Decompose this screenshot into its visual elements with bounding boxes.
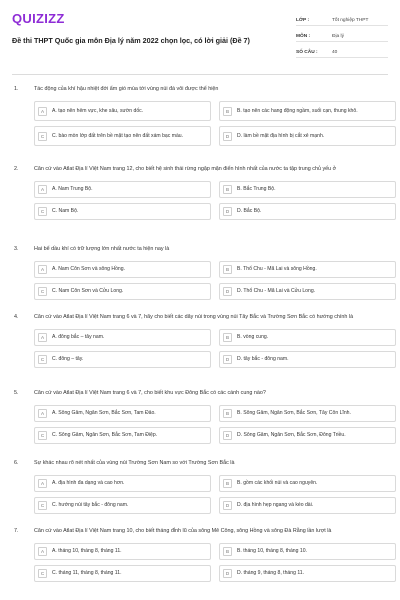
question-2 bbox=[12, 165, 388, 245]
question-stem bbox=[12, 245, 388, 253]
question-stem bbox=[12, 85, 388, 93]
question-list bbox=[12, 85, 388, 582]
option-c[interactable] bbox=[34, 283, 211, 300]
option-a[interactable] bbox=[34, 543, 211, 560]
exam-title: Đề thi THPT Quốc gia môn Địa lý năm 2022 chọn lọc, có lời giải (Đề 7) bbox=[12, 36, 250, 45]
question-number: 7. bbox=[14, 528, 19, 534]
answer-options bbox=[34, 329, 388, 368]
meta-label: LỚP : bbox=[296, 17, 310, 23]
option-c[interactable] bbox=[34, 126, 211, 146]
question-text: Căn cứ vào Atlat Địa lí Việt Nam trang 12, cho biết hệ sinh thái rừng ngập mặn điển hình nhất của nước ta tập trung chủ yếu ở bbox=[34, 166, 337, 172]
question-number: 5. bbox=[14, 390, 19, 396]
option-text: B. tháng 10, tháng 8, tháng 10. bbox=[237, 548, 307, 554]
answer-options bbox=[34, 101, 388, 146]
option-text: C. Nam Côn Sơn và Cửu Long. bbox=[52, 288, 124, 294]
option-text: B. tạo nên các hang động ngầm, suối cạn, thung khô. bbox=[237, 107, 358, 114]
meta-value: Địa lý bbox=[332, 33, 344, 39]
question-number: 6. bbox=[14, 460, 19, 466]
option-text: B. Thổ Chu - Mã Lai và sông Hồng. bbox=[237, 266, 317, 272]
question-number: 3. bbox=[14, 246, 19, 252]
option-letter-badge: B bbox=[223, 185, 232, 194]
option-letter-badge: B bbox=[223, 547, 232, 556]
option-text: A. đông bắc – tây nam. bbox=[52, 334, 105, 340]
question-7 bbox=[12, 527, 388, 582]
option-letter-badge: D bbox=[223, 132, 232, 141]
option-text: D. Thổ Chu - Mã Lai và Cửu Long. bbox=[237, 288, 316, 294]
option-letter-badge: D bbox=[223, 431, 232, 440]
option-a[interactable] bbox=[34, 475, 211, 492]
option-text: C. bào mòn lớp đất trên bề mặt tạo nên đất xám bạc màu. bbox=[52, 132, 184, 139]
question-1 bbox=[12, 85, 388, 157]
option-text: C. Nam Bộ. bbox=[52, 208, 79, 214]
option-letter-badge: C bbox=[38, 132, 47, 141]
question-text: Căn cứ vào Atlat Địa lí Việt Nam trang 6 và 7, hãy cho biết các dãy núi trong vùng núi Tây Bắc và Trường Sơn Bắc có hướng chính là bbox=[34, 314, 354, 320]
option-b[interactable] bbox=[219, 181, 396, 198]
answer-options bbox=[34, 181, 388, 220]
option-text: D. Sông Gâm, Ngân Sơn, Bắc Sơn, Đông Triều. bbox=[237, 432, 346, 438]
option-letter-badge: B bbox=[223, 409, 232, 418]
question-stem bbox=[12, 527, 388, 535]
question-4 bbox=[12, 313, 388, 389]
option-a[interactable] bbox=[34, 405, 211, 422]
option-letter-badge: A bbox=[38, 185, 47, 194]
option-text: D. tháng 9, tháng 8, tháng 11. bbox=[237, 570, 305, 576]
header-left bbox=[12, 12, 284, 45]
option-b[interactable] bbox=[219, 475, 396, 492]
option-d[interactable] bbox=[219, 283, 396, 300]
option-d[interactable] bbox=[219, 427, 396, 444]
option-c[interactable] bbox=[34, 351, 211, 368]
option-text: A. tháng 10, tháng 8, tháng 11. bbox=[52, 548, 122, 554]
option-c[interactable] bbox=[34, 497, 211, 514]
option-d[interactable] bbox=[219, 203, 396, 220]
option-letter-badge: C bbox=[38, 207, 47, 216]
option-d[interactable] bbox=[219, 565, 396, 582]
answer-options bbox=[34, 543, 388, 582]
question-5 bbox=[12, 389, 388, 459]
answer-options bbox=[34, 475, 388, 514]
option-letter-badge: B bbox=[223, 265, 232, 274]
option-text: C. tháng 11, tháng 8, tháng 11. bbox=[52, 570, 122, 576]
question-3 bbox=[12, 245, 388, 313]
option-a[interactable] bbox=[34, 329, 211, 346]
option-text: A. tạo nên hẻm vực, khe sâu, sườn dốc. bbox=[52, 107, 144, 114]
option-letter-badge: A bbox=[38, 333, 47, 342]
exam-meta bbox=[296, 15, 388, 63]
option-letter-badge: A bbox=[38, 479, 47, 488]
option-c[interactable] bbox=[34, 203, 211, 220]
option-a[interactable] bbox=[34, 181, 211, 198]
meta-value: 40 bbox=[332, 49, 338, 55]
option-letter-badge: C bbox=[38, 501, 47, 510]
question-number: 4. bbox=[14, 314, 19, 320]
option-b[interactable] bbox=[219, 261, 396, 278]
worksheet-header bbox=[12, 12, 388, 68]
question-text: Sự khác nhau rõ nét nhất của vùng núi Trường Sơn Nam so với Trường Sơn Bắc là bbox=[34, 460, 235, 466]
option-letter-badge: C bbox=[38, 569, 47, 578]
option-letter-badge: B bbox=[223, 107, 232, 116]
option-letter-badge: D bbox=[223, 207, 232, 216]
question-stem bbox=[12, 165, 388, 173]
meta-label: SỐ CÂU : bbox=[296, 49, 318, 55]
option-letter-badge: C bbox=[38, 431, 47, 440]
option-text: B. Bắc Trung Bộ. bbox=[237, 186, 276, 192]
option-letter-badge: A bbox=[38, 265, 47, 274]
question-text: Hai bể dầu khí có trữ lượng lớn nhất nước ta hiện nay là bbox=[34, 246, 170, 252]
option-a[interactable] bbox=[34, 101, 211, 121]
option-letter-badge: D bbox=[223, 355, 232, 364]
option-text: B. gồm các khối núi và cao nguyên. bbox=[237, 480, 318, 486]
option-letter-badge: D bbox=[223, 287, 232, 296]
meta-row-question-count bbox=[296, 47, 388, 58]
option-text: D. Bắc Bộ. bbox=[237, 208, 262, 214]
question-6 bbox=[12, 459, 388, 527]
meta-value: Tốt nghiệp THPT bbox=[332, 17, 369, 23]
option-text: C. đông – tây. bbox=[52, 356, 84, 362]
option-letter-badge: C bbox=[38, 287, 47, 296]
question-stem bbox=[12, 389, 388, 397]
option-text: B. Sông Gâm, Ngân Sơn, Bắc Sơn, Tây Côn Lĩnh. bbox=[237, 410, 351, 416]
question-number: 2. bbox=[14, 166, 19, 172]
option-letter-badge: A bbox=[38, 107, 47, 116]
option-text: C. Sông Gâm, Ngân Sơn, Bắc Sơn, Tam Điệp. bbox=[52, 432, 158, 438]
question-stem bbox=[12, 313, 388, 321]
option-letter-badge: A bbox=[38, 547, 47, 556]
option-b[interactable] bbox=[219, 405, 396, 422]
question-text: Căn cứ vào Atlat Địa lí Việt Nam trang 10, cho biết tháng đỉnh lũ của sông Mê Công, sông Hồng và sông Đà Rằng lần lượt là bbox=[34, 528, 332, 534]
option-d[interactable] bbox=[219, 497, 396, 514]
option-text: C. hướng núi tây bắc - đông nam. bbox=[52, 502, 129, 508]
option-c[interactable] bbox=[34, 565, 211, 582]
header-divider bbox=[12, 74, 388, 75]
meta-label: MÔN : bbox=[296, 33, 311, 39]
question-stem bbox=[12, 459, 388, 467]
quizizz-logo: QUIZIZZ bbox=[12, 11, 65, 26]
meta-row-subject bbox=[296, 31, 388, 42]
option-text: B. vòng cung. bbox=[237, 334, 269, 340]
option-d[interactable] bbox=[219, 351, 396, 368]
option-letter-badge: D bbox=[223, 569, 232, 578]
answer-options bbox=[34, 261, 388, 300]
option-b[interactable] bbox=[219, 101, 396, 121]
option-letter-badge: D bbox=[223, 501, 232, 510]
question-text: Tác động của khí hậu nhiệt đới ẩm gió mùa tới vùng núi đá vôi được thể hiện bbox=[34, 86, 219, 92]
option-text: A. Nam Côn Sơn và sông Hồng. bbox=[52, 266, 125, 272]
option-letter-badge: A bbox=[38, 409, 47, 418]
option-text: D. tây bắc - đông nam. bbox=[237, 356, 289, 362]
option-letter-badge: B bbox=[223, 479, 232, 488]
option-a[interactable] bbox=[34, 261, 211, 278]
option-c[interactable] bbox=[34, 427, 211, 444]
option-text: D. làm bề mặt địa hình bị cắt xẻ mạnh. bbox=[237, 132, 325, 139]
question-text: Căn cứ vào Atlat Địa lí Việt Nam trang 6 và 7, cho biết khu vực Đông Bắc có các cánh cung nào? bbox=[34, 390, 266, 396]
option-text: A. địa hình đa dạng và cao hơn. bbox=[52, 480, 125, 486]
option-text: A. Sông Gâm, Ngân Sơn, Bắc Sơn, Tam Đảo. bbox=[52, 410, 156, 416]
option-letter-badge: B bbox=[223, 333, 232, 342]
answer-options bbox=[34, 405, 388, 444]
option-d[interactable] bbox=[219, 126, 396, 146]
question-number: 1. bbox=[14, 86, 19, 92]
option-b[interactable] bbox=[219, 543, 396, 560]
option-text: D. địa hình hẹp ngang và kéo dài. bbox=[237, 502, 314, 508]
option-letter-badge: C bbox=[38, 355, 47, 364]
option-text: A. Nam Trung Bộ. bbox=[52, 186, 93, 192]
option-b[interactable] bbox=[219, 329, 396, 346]
meta-row-class bbox=[296, 15, 388, 26]
